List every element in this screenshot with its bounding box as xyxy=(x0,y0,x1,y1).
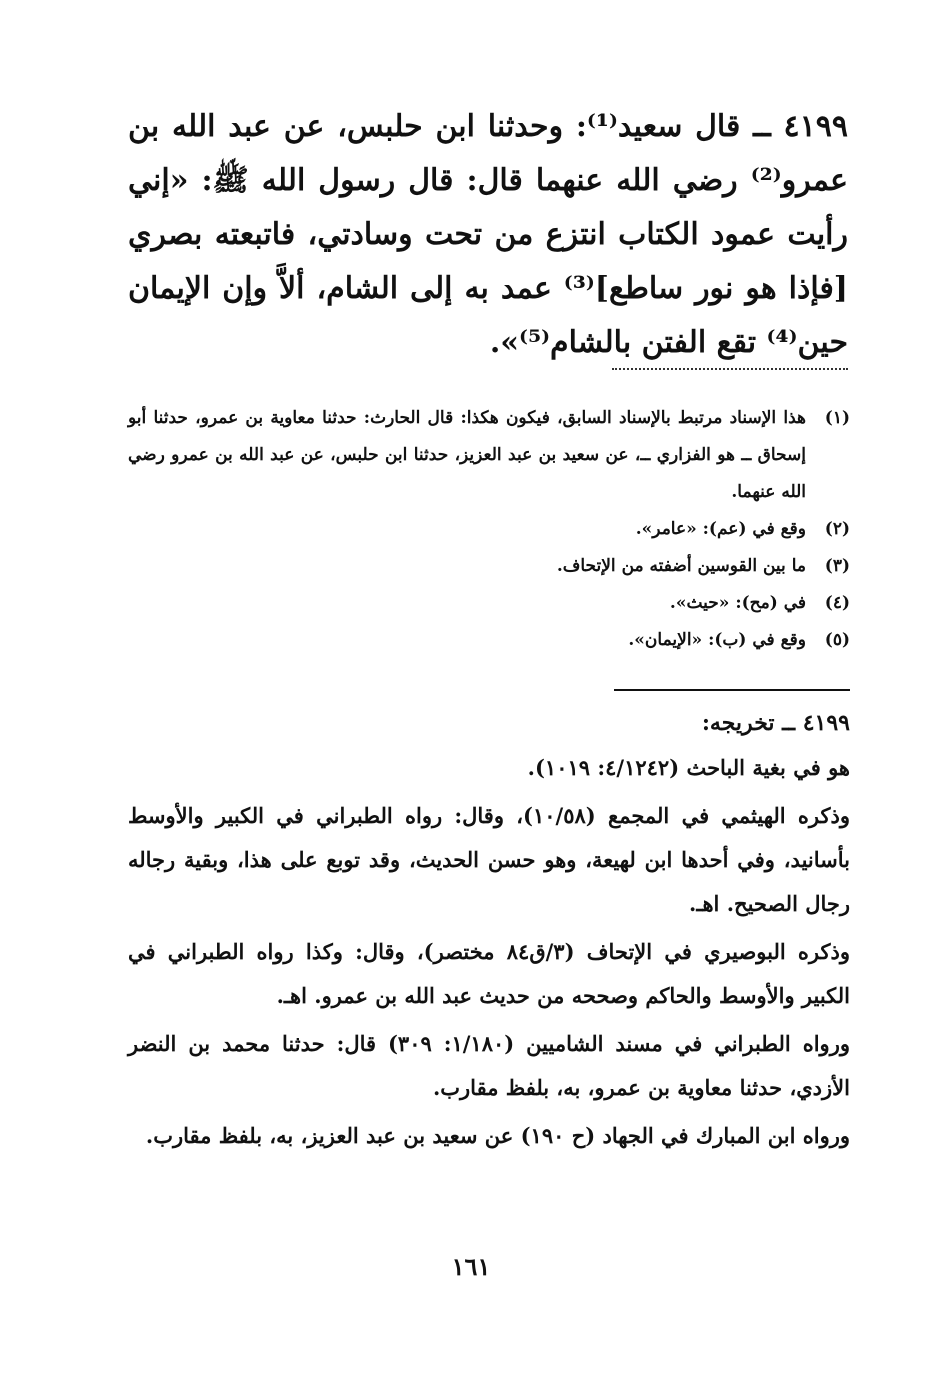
takhrij-paragraph: وذكره البوصيري في الإتحاف (٣/ق٨٤ مختصر)، وقال: وكذا رواه الطبراني في الكبير والأوسط والحاكم وصححه من حديث عبد الله بن عمرو. اهـ. xyxy=(128,939,850,1008)
footnote-number: (٣) xyxy=(824,556,850,576)
takhrij-section xyxy=(128,700,850,1162)
footnote-2 xyxy=(128,511,850,548)
section-rule xyxy=(614,689,850,691)
footnote-3 xyxy=(128,548,850,585)
footnote-number: (٥) xyxy=(824,630,850,650)
takhrij-paragraph: وذكره الهيثمي في المجمع (١٠/٥٨)، وقال: رواه الطبراني في الكبير والأوسط بأسانيد، وفي أحدها ابن لهيعة، وهو حسن الحديث، وقد توبع على هذا، وبقية رجاله رجال الصحيح. اهـ. xyxy=(128,803,851,916)
footnote-1 xyxy=(128,400,850,511)
footnote-5 xyxy=(128,622,850,659)
footnotes-section xyxy=(128,400,850,659)
takhrij-paragraph: ورواه ابن المبارك في الجهاد (ح ١٩٠) عن سعيد بن عبد العزيز، به، بلفظ مقارب. xyxy=(145,1123,850,1148)
footnote-number: (١) xyxy=(824,408,850,428)
takhrij-paragraph: هو في بغية الباحث (٤/١٢٤٢: ١٠١٩). xyxy=(527,755,850,780)
footnote-number: (٤) xyxy=(824,593,850,613)
footnote-text: ما بين القوسين أضفته من الإتحاف. xyxy=(556,556,806,576)
takhrij-heading: ٤١٩٩ ــ تخريجه: xyxy=(701,710,850,736)
footnote-separator xyxy=(612,368,848,370)
footnote-number: (٢) xyxy=(824,519,850,539)
takhrij-paragraph: ورواه الطبراني في مسند الشاميين (١/١٨٠: ٣٠٩) قال: حدثنا محمد بن النضر الأزدي، حدثنا معاوية بن عمرو، به، بلفظ مقارب. xyxy=(128,1031,850,1100)
footnote-4 xyxy=(128,585,850,622)
footnote-text: وقع في (ب): «الإيمان». xyxy=(628,630,806,650)
hadith-text xyxy=(128,100,848,370)
footnote-text: في (مح): «حيث». xyxy=(669,593,806,613)
hadith-paragraph: ٤١٩٩ ــ قال سعيد⁽¹⁾: وحدثنا ابن حلبس، عن عبد الله بن عمرو⁽²⁾ رضي الله عنهما قال: قال رسول الله ﷺ: «إني رأيت عمود الكتاب انتزع من تحت وسادتي، فاتبعته بصري [فإذا هو نور ساطع]⁽³⁾ عمد به إلى الشام، ألاَّ وإن الإيمان حين⁽⁴⁾ تقع الفتن بالشام⁽⁵⁾». xyxy=(128,109,848,360)
footnote-text: وقع في (عم): «عامر». xyxy=(635,519,806,539)
footnote-text: هذا الإسناد مرتبط بالإسناد السابق، فيكون هكذا: قال الحارث: حدثنا معاوية بن عمرو، حدثنا أبو إسحاق ــ هو الفزاري ــ، عن سعيد بن عبد العزيز، حدثنا ابن حلبس، عن عبد الله بن عمرو رضي الله عنهما. xyxy=(128,408,806,502)
page-number: ١٦١ xyxy=(451,1252,491,1281)
